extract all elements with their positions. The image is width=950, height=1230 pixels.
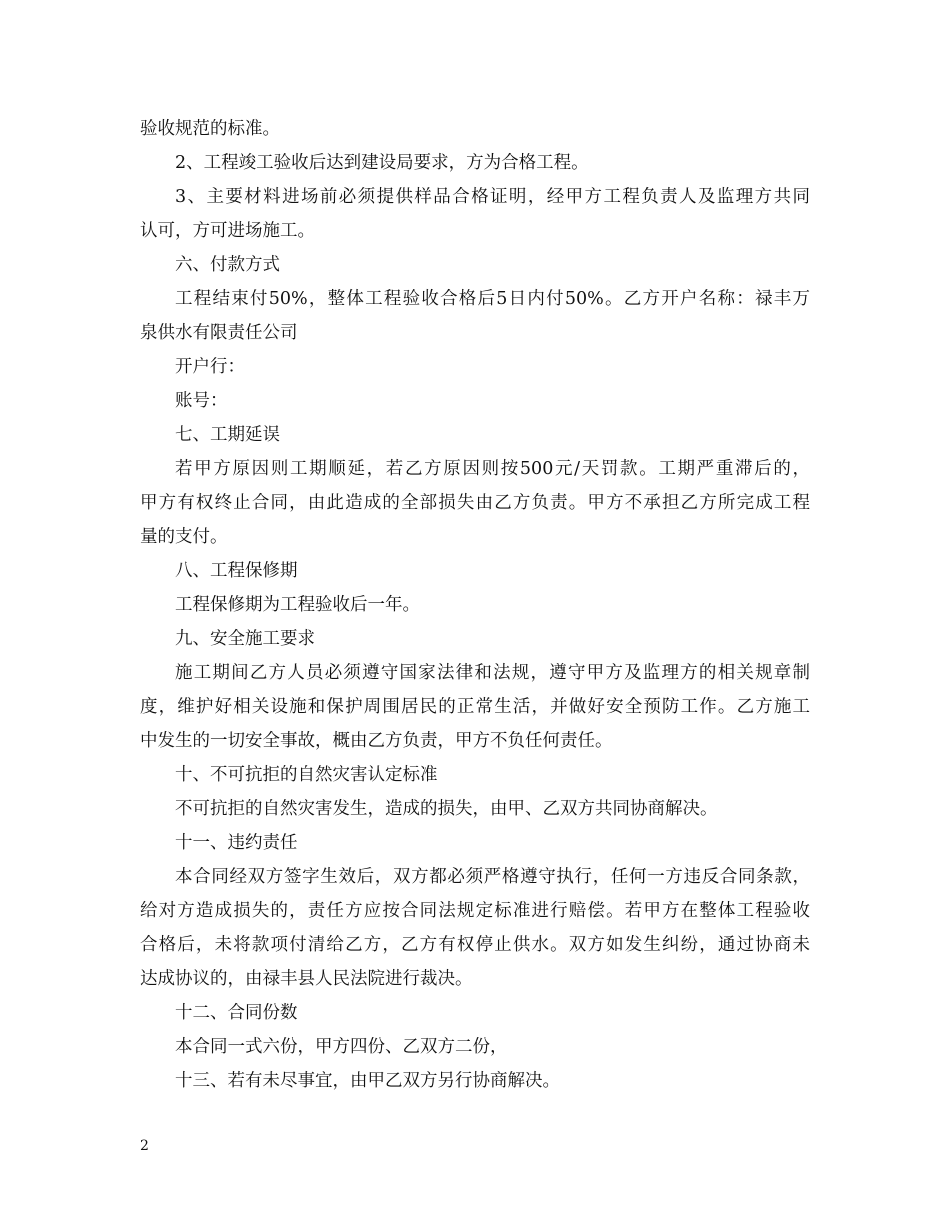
text-line: 中发生的一切安全事故，概由乙方负责，甲方不负任何责任。 xyxy=(140,731,613,751)
text-line: 施工期间乙方人员必须遵守国家法律和法规，遵守甲方及监理方的相关规章制 xyxy=(175,663,810,683)
text-line: 账号： xyxy=(175,391,228,411)
text-line: 认可，方可进场施工。 xyxy=(140,221,315,241)
text-line: 若甲方原因则工期顺延，若乙方原因则按500元/天罚款。工期严重滞后的， xyxy=(175,459,810,479)
text-line: 不可抗拒的自然灾害发生，造成的损失，由甲、乙双方共同协商解决。 xyxy=(175,799,718,819)
document-body xyxy=(140,112,810,1098)
text-line: 甲方有权终止合同，由此造成的全部损失由乙方负责。甲方不承担乙方所完成工程 xyxy=(140,493,810,513)
text-line: 开户行： xyxy=(175,357,245,377)
section-heading: 九、安全施工要求 xyxy=(175,629,315,649)
section-heading: 六、付款方式 xyxy=(175,255,280,275)
section-heading: 八、工程保修期 xyxy=(175,561,298,581)
section-heading: 十一、违约责任 xyxy=(175,833,298,853)
text-line: 2、工程竣工验收后达到建设局要求，方为合格工程。 xyxy=(175,153,589,173)
text-line: 3、主要材料进场前必须提供样品合格证明，经甲方工程负责人及监理方共同 xyxy=(175,187,810,207)
section-heading: 十、不可抗拒的自然灾害认定标准 xyxy=(175,765,438,785)
text-line: 给对方造成损失的，责任方应按合同法规定标准进行赔偿。若甲方在整体工程验收 xyxy=(140,901,810,921)
section-heading: 七、工期延误 xyxy=(175,425,280,445)
text-line: 度，维护好相关设施和保护周围居民的正常生活，并做好安全预防工作。乙方施工 xyxy=(140,697,810,717)
text-line: 合格后，未将款项付清给乙方，乙方有权停止供水。双方如发生纠纷，通过协商未 xyxy=(140,935,810,955)
text-line: 量的支付。 xyxy=(140,527,228,547)
text-line: 泉供水有限责任公司 xyxy=(140,323,298,343)
page-number: 2 xyxy=(140,1138,149,1154)
text-line: 本合同经双方签字生效后，双方都必须严格遵守执行，任何一方违反合同条款， xyxy=(175,867,810,887)
section-heading: 十三、若有未尽事宜，由甲乙双方另行协商解决。 xyxy=(175,1071,560,1091)
text-line: 工程保修期为工程验收后一年。 xyxy=(175,595,420,615)
text-line: 达成协议的，由禄丰县人民法院进行裁决。 xyxy=(140,969,473,989)
text-line: 验收规范的标准。 xyxy=(140,119,280,139)
section-heading: 十二、合同份数 xyxy=(175,1003,298,1023)
text-line: 工程结束付50%，整体工程验收合格后5日内付50%。乙方开户名称：禄丰万 xyxy=(175,289,810,309)
text-line: 本合同一式六份，甲方四份、乙双方二份， xyxy=(175,1037,508,1057)
